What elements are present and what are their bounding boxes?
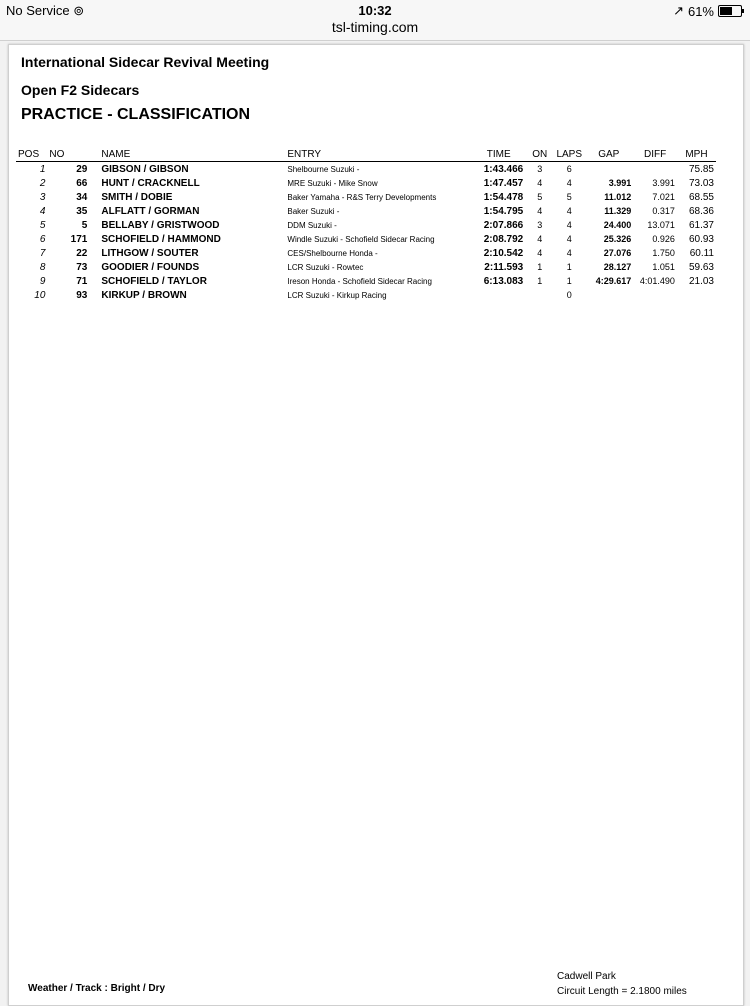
cell-no: 34 [76,191,88,203]
cell-pos: 3 [39,191,46,203]
cell-diff: 0.926 [652,234,675,244]
table-row [16,232,716,246]
status-right [673,3,742,19]
cell-gap: 3.991 [608,178,632,188]
cell-gap [584,288,633,302]
cell-name: KIRKUP / BROWN [101,289,187,301]
battery-fill [720,7,732,15]
cell-pos: 7 [39,247,46,259]
col-entry: ENTRY [285,147,472,162]
cell-no: 73 [76,261,88,273]
cell-diff: 1.051 [652,262,675,272]
cell-time: 1:54.795 [483,205,524,217]
table-row [16,162,716,177]
cell-on: 4 [537,248,543,258]
address-bar[interactable] [0,18,750,41]
cell-time [472,288,525,302]
table-row [16,204,716,218]
cell-time: 1:54.478 [483,191,524,203]
cell-diff: 1.750 [652,248,675,258]
cell-laps: 4 [566,206,572,216]
cell-time: 6:13.083 [483,275,524,287]
cell-name: HUNT / CRACKNELL [101,177,200,189]
cell-on: 5 [537,192,543,202]
cell-no: 66 [76,177,88,189]
cell-laps: 1 [566,262,572,272]
clock: 10:32 [358,3,392,18]
table-row [16,260,716,274]
class-title: Open F2 Sidecars [21,82,140,98]
cell-time: 1:43.466 [483,163,524,175]
cell-pos: 9 [39,275,46,287]
table-row [16,176,716,190]
cell-diff: 4:01.490 [639,276,675,286]
table-header-row [16,147,716,162]
cell-laps: 4 [566,234,572,244]
cell-name: BELLABY / GRISTWOOD [101,219,220,231]
cell-mph: 60.93 [688,233,714,245]
cell-gap: 27.076 [603,248,632,258]
cell-pos: 8 [39,261,46,273]
cell-name: ALFLATT / GORMAN [101,205,200,217]
cell-name: GIBSON / GIBSON [101,163,189,175]
cell-diff: 7.021 [652,192,675,202]
col-pos: POS [16,147,47,162]
cell-gap [584,162,633,177]
cell-no: 5 [81,219,88,231]
table-row [16,246,716,260]
cell-time: 2:07.866 [483,219,524,231]
cell-on: 4 [537,178,543,188]
circuit-length: Circuit Length = 2.1800 miles [557,986,687,997]
cell-mph: 21.03 [688,275,714,287]
cell-gap: 11.012 [604,192,632,202]
cell-on: 4 [537,206,543,216]
cell-laps: 4 [566,248,572,258]
location-arrow-icon: ↗ [673,3,684,18]
carrier-text: No Service [6,3,70,18]
event-title: International Sidecar Revival Meeting [21,54,270,70]
col-on: ON [525,147,554,162]
cell-entry: Ireson Honda - Schofield Sidecar Racing [287,276,432,286]
cell-name: SMITH / DOBIE [101,191,173,203]
cell-laps: 1 [566,276,572,286]
venue-name: Cadwell Park [557,971,616,982]
cell-gap: 25.326 [603,234,632,244]
cell-no: 29 [76,163,88,175]
cell-gap: 11.329 [604,206,632,216]
cell-on: 1 [537,262,543,272]
col-name: NAME [99,147,285,162]
url-text[interactable]: tsl-timing.com [331,19,419,35]
cell-name: SCHOFIELD / TAYLOR [101,275,207,287]
cell-gap: 24.400 [603,220,632,230]
cell-time: 2:11.593 [484,261,524,273]
cell-laps: 6 [566,164,572,174]
cell-on [525,288,554,302]
cell-entry: MRE Suzuki - Mike Snow [287,178,378,188]
cell-name: GOODIER / FOUNDS [101,261,200,273]
cell-pos: 4 [39,205,46,217]
col-gap: GAP [584,147,633,162]
cell-no: 171 [70,233,88,245]
cell-no: 35 [76,205,88,217]
cell-mph: 60.11 [689,247,714,259]
table-body [16,162,716,303]
cell-laps: 4 [566,178,572,188]
cell-time: 1:47.457 [483,177,524,189]
cell-mph: 73.03 [688,177,714,189]
cell-on: 3 [537,164,543,174]
venue-info [557,969,687,999]
battery-icon [718,5,742,17]
session-title: PRACTICE - CLASSIFICATION [21,106,251,123]
cell-laps: 5 [566,192,572,202]
cell-mph: 68.55 [688,191,714,203]
cell-name: SCHOFIELD / HAMMOND [101,233,221,245]
table-row [16,288,716,302]
col-no: NO [47,147,99,162]
col-diff: DIFF [633,147,677,162]
cell-no: 71 [76,275,88,287]
col-mph: MPH [677,147,716,162]
cell-diff: 0.317 [652,206,675,216]
cell-on: 1 [537,276,543,286]
cell-entry: DDM Suzuki - [287,220,337,230]
status-bar [0,0,750,20]
cell-entry: LCR Suzuki - Kirkup Racing [287,290,387,300]
cell-entry: Shelbourne Suzuki - [287,164,360,174]
cell-no: 93 [76,289,88,301]
cell-entry: LCR Suzuki - Rowtec [287,262,364,272]
cell-time: 2:10.542 [483,247,524,259]
cell-time: 2:08.792 [483,233,524,245]
cell-laps: 0 [566,290,572,300]
cell-gap: 28.127 [603,262,632,272]
cell-diff [633,162,677,177]
cell-gap: 4:29.617 [595,276,632,286]
cell-entry: Windle Suzuki - Schofield Sidecar Racing [287,234,435,244]
col-time: TIME [472,147,525,162]
cell-mph: 68.36 [688,205,714,217]
cell-entry: Baker Suzuki - [287,206,340,216]
classification-table [16,147,716,302]
cell-pos: 5 [39,219,46,231]
col-laps: LAPS [554,147,584,162]
cell-pos: 10 [34,289,46,301]
cell-no: 22 [76,247,88,259]
cell-pos: 6 [39,233,46,245]
cell-diff [633,288,677,302]
weather-note: Weather / Track : Bright / Dry [28,983,166,994]
cell-pos: 1 [39,163,46,175]
battery-percent: 61% [687,3,714,19]
cell-mph: 59.63 [688,261,714,273]
cell-on: 3 [537,220,543,230]
cell-mph [677,288,716,302]
cell-pos: 2 [39,177,46,189]
cell-entry: CES/Shelbourne Honda - [287,248,378,258]
table-row [16,274,716,288]
table-row [16,190,716,204]
cell-laps: 4 [566,220,572,230]
table-row [16,218,716,232]
cell-on: 4 [537,234,543,244]
cell-diff: 3.991 [652,178,675,188]
cell-mph: 75.85 [688,163,714,175]
cell-diff: 13.071 [647,220,675,230]
cell-entry: Baker Yamaha - R&S Terry Developments [287,192,437,202]
cell-mph: 61.37 [688,219,714,231]
wifi-icon: ⊚ [73,3,85,18]
cell-name: LITHGOW / SOUTER [101,247,199,259]
